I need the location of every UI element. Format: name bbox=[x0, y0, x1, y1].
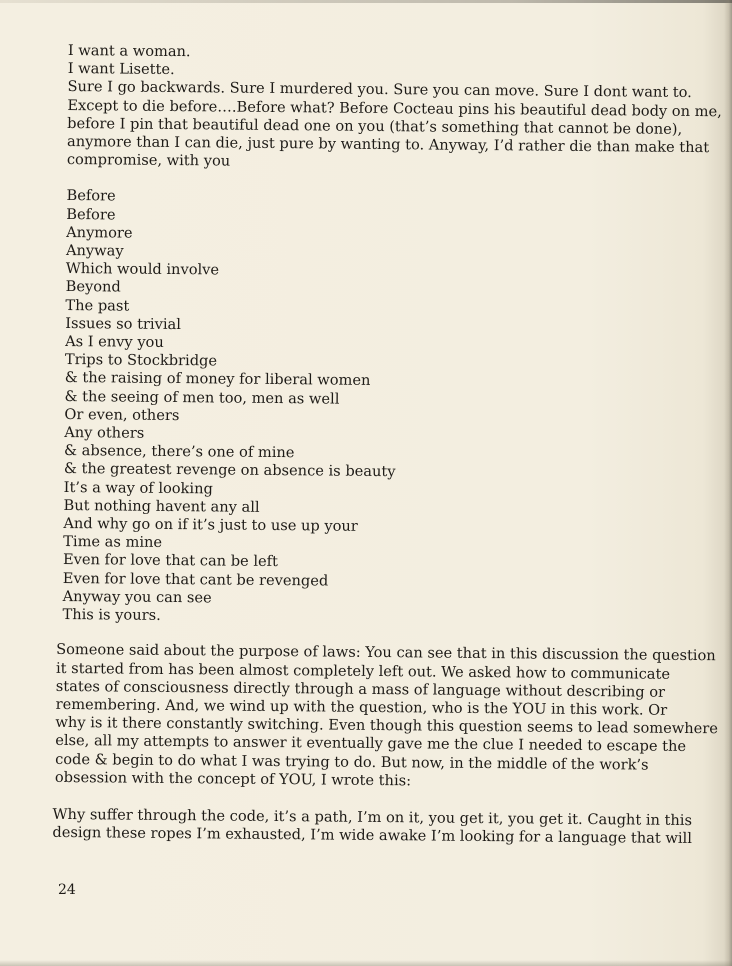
poem-line: Trips to Stockbridge bbox=[64, 351, 218, 370]
poem-line: Anymore bbox=[66, 223, 133, 242]
text-line: Someone said about the purpose of laws: You can see that in this discussion the question bbox=[56, 641, 716, 665]
poem-line: & the raising of money for liberal women bbox=[64, 369, 371, 390]
text-line: before I pin that beautiful dead one on you (that’s something that cannot be done), bbox=[67, 114, 683, 138]
poem-line: Or even, others bbox=[64, 405, 180, 424]
page-body-text bbox=[52, 42, 722, 848]
closing-paragraph bbox=[52, 805, 693, 848]
poem-line: & the greatest revenge on absence is beauty bbox=[63, 460, 396, 481]
text-line: obsession with the concept of YOU, I wrote this: bbox=[54, 768, 412, 790]
opening-paragraph bbox=[66, 42, 722, 175]
page-top-edge bbox=[0, 0, 732, 3]
poem-line: & the seeing of men too, men as well bbox=[64, 387, 340, 408]
poem-line: The past bbox=[65, 296, 130, 315]
text-line: remembering. And, we wind up with the question, who is the YOU in this work. Or bbox=[55, 695, 668, 719]
text-line: design these ropes I’m exhausted, I’m wide awake I’m looking for a language that will bbox=[52, 824, 692, 848]
poem-line: But nothing havent any all bbox=[63, 496, 260, 516]
page-bottom-edge bbox=[0, 960, 732, 966]
text-line: Sure I go backwards. Sure I murdered you. Sure you can move. Sure I dont want to. bbox=[67, 78, 692, 102]
poem-line: Even for love that cant be revenged bbox=[62, 569, 329, 590]
poem-line: Before bbox=[66, 187, 116, 205]
text-line: Except to die before….Before what? Before Cocteau pins his beautiful dead body on me, bbox=[67, 96, 722, 120]
poem-line: Even for love that can be left bbox=[62, 551, 279, 571]
poem-stanza bbox=[62, 187, 678, 630]
prose-paragraph bbox=[54, 641, 719, 793]
text-line: else, all my attempts to answer it eventually gave me the clue I needed to escape the bbox=[55, 732, 687, 756]
poem-line: It’s a way of looking bbox=[63, 478, 213, 498]
text-line: anymore than I can die, just pure by wanting to. Anyway, I’d rather die than make that bbox=[66, 133, 710, 157]
poem-line: & absence, there’s one of mine bbox=[63, 442, 295, 462]
poem-line: Issues so trivial bbox=[65, 314, 182, 333]
poem-line: Time as mine bbox=[63, 533, 163, 552]
poem-line: As I envy you bbox=[65, 333, 164, 351]
poem-line: Any others bbox=[64, 424, 145, 442]
poem-line: Before bbox=[66, 205, 116, 224]
text-line: compromise, with you bbox=[66, 151, 231, 170]
text-line: why is it there constantly switching. Even though this question seems to lead somewhere bbox=[55, 714, 719, 738]
text-line: states of consciousness directly through a mass of language without describing or bbox=[55, 677, 666, 701]
poem-line: Which would involve bbox=[65, 260, 220, 279]
text-line: code & begin to do what I was trying to do. But now, in the middle of the work’s bbox=[55, 750, 649, 774]
poem-line: And why go on if it’s just to use up your bbox=[63, 515, 358, 535]
text-line: it started from has been almost completely left out. We asked how to communicate bbox=[55, 659, 671, 683]
poem-line: This is yours. bbox=[62, 606, 161, 625]
poem-line: Beyond bbox=[65, 278, 121, 296]
text-line: Why suffer through the code, it’s a path, I’m on it, you get it, you get it. Caught in this bbox=[52, 805, 693, 829]
text-line: I want Lisette. bbox=[67, 60, 175, 79]
poem-line: Anyway bbox=[65, 242, 124, 260]
poem-line: Anyway you can see bbox=[62, 587, 212, 607]
text-line: I want a woman. bbox=[67, 42, 191, 61]
page-gutter-shadow bbox=[724, 0, 732, 966]
page-number: 24 bbox=[58, 882, 76, 898]
